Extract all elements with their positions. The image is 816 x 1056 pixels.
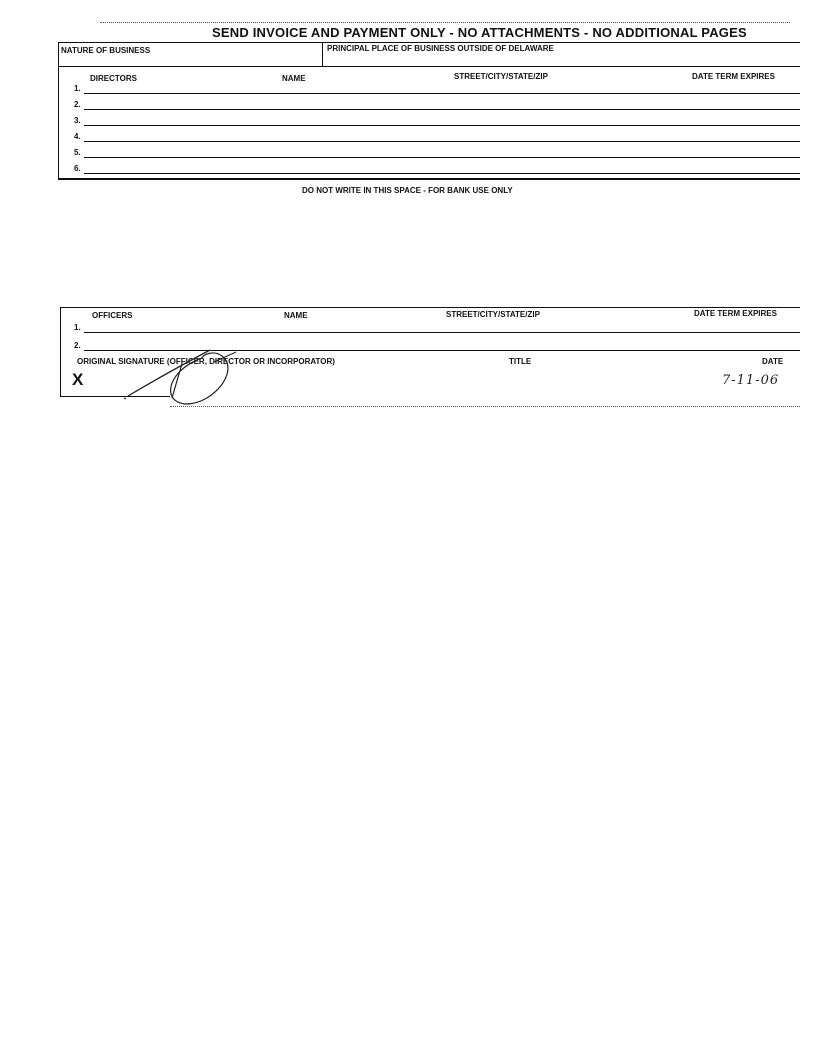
officers-top-rule <box>60 307 800 308</box>
signature-label: ORIGINAL SIGNATURE (OFFICER, DIRECTOR OR INCORPORATOR) <box>77 357 335 366</box>
form-notice-header: SEND INVOICE AND PAYMENT ONLY - NO ATTACHMENTS - NO ADDITIONAL PAGES <box>212 25 747 40</box>
nature-of-business-label: NATURE OF BUSINESS <box>61 46 151 55</box>
director-row-number: 5. <box>74 148 81 157</box>
date-label: DATE <box>762 357 784 366</box>
director-row-line[interactable] <box>84 141 800 142</box>
directors-name-column: NAME <box>282 74 306 83</box>
header-rule <box>58 42 800 43</box>
signature-x-mark: X <box>72 370 84 389</box>
signature-bottom-dotted <box>170 406 800 407</box>
signature-bottom-rule <box>60 396 170 397</box>
officers-box-left <box>60 307 61 396</box>
officer-row-number: 2. <box>74 341 81 350</box>
director-row-line[interactable] <box>84 125 800 126</box>
directors-bottom-rule <box>58 178 800 180</box>
director-row-number: 2. <box>74 100 81 109</box>
director-row-number: 3. <box>74 116 81 125</box>
handwritten-signature <box>110 346 260 408</box>
handwritten-date: 7-11-06 <box>722 373 780 388</box>
directors-address-column: STREET/CITY/STATE/ZIP <box>454 72 548 81</box>
director-row-line[interactable] <box>84 157 800 158</box>
directors-box-left <box>58 66 59 178</box>
director-row-line[interactable] <box>84 93 800 94</box>
business-box-divider <box>322 42 323 66</box>
business-box-bottom <box>58 66 800 67</box>
business-box-left <box>58 42 59 66</box>
officer-row-number: 1. <box>74 323 81 332</box>
director-row-line[interactable] <box>84 173 800 174</box>
director-row-number: 6. <box>74 164 81 173</box>
title-label: TITLE <box>509 357 532 366</box>
top-scan-line <box>100 22 790 23</box>
directors-date-column: DATE TERM EXPIRES <box>692 72 775 81</box>
officers-address-column: STREET/CITY/STATE/ZIP <box>446 310 540 319</box>
directors-heading: DIRECTORS <box>90 74 137 83</box>
director-row-line[interactable] <box>84 109 800 110</box>
officers-heading: OFFICERS <box>92 311 133 320</box>
officers-name-column: NAME <box>284 311 308 320</box>
director-row-number: 4. <box>74 132 81 141</box>
principal-place-label: PRINCIPAL PLACE OF BUSINESS OUTSIDE OF DELAWARE <box>327 44 554 53</box>
officers-date-column: DATE TERM EXPIRES <box>694 309 777 318</box>
bank-use-notice: DO NOT WRITE IN THIS SPACE - FOR BANK USE ONLY <box>302 186 513 195</box>
director-row-number: 1. <box>74 84 81 93</box>
officer-row-line[interactable] <box>84 332 800 333</box>
